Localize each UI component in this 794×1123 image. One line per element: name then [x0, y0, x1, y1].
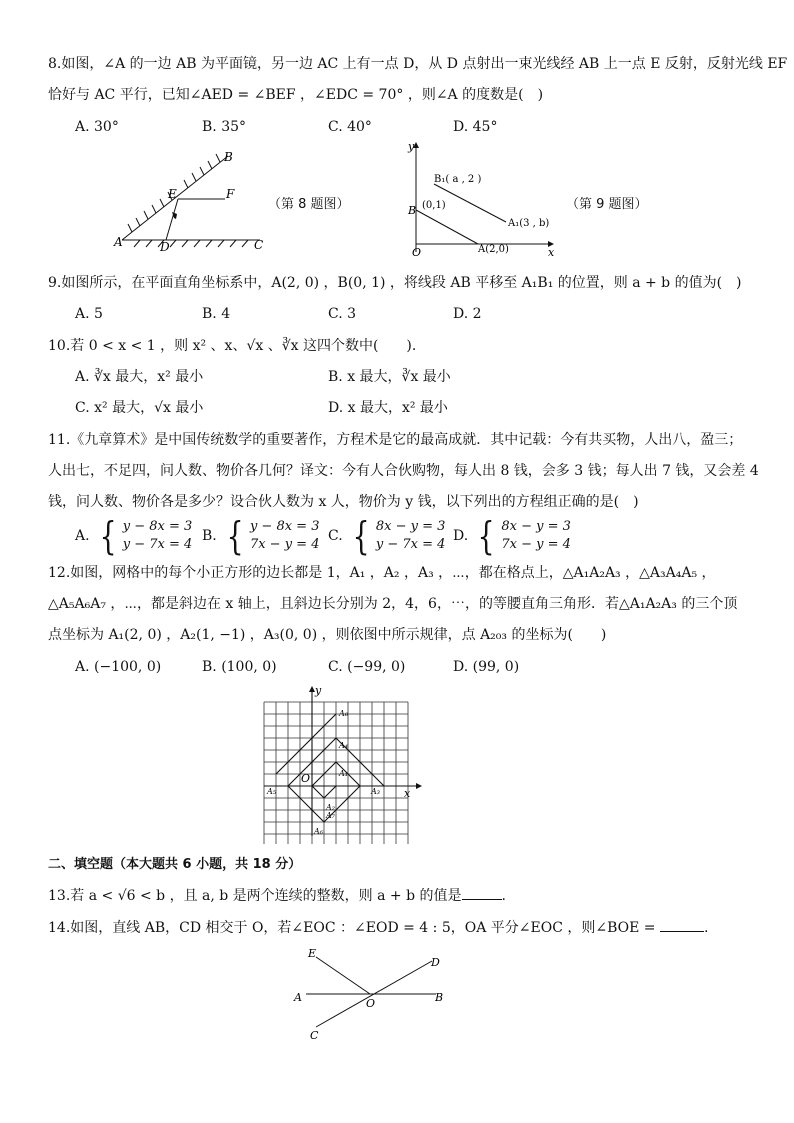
q12-option-d: D. (99, 0): [453, 659, 520, 675]
q12-label-a8: A₈: [339, 709, 348, 718]
q11-line3: 钱，问人数、物价各是多少？设合伙人数为 x 人，物价为 y 钱，以下列出的方程组正确的是( ): [48, 494, 639, 510]
q11-line2: 人出七，不足四，问人数、物价各几何？译文：今有人合伙购物，每人出 8 钱，会多 3 钱；每人出 7 钱，又会差 4: [48, 463, 759, 479]
q12-line2: △A₅A₆A₇ ，⋯，都是斜边在 x 轴上，且斜边长分别为 2，4，6，⋯，的等腰直角三角形．若△A₁A₂A₃ 的三个顶: [48, 596, 738, 612]
q8-label-e: E: [168, 187, 177, 201]
brace-icon: {: [99, 514, 117, 558]
q9-segment-ab: [416, 210, 478, 244]
q9-label-a: A(2,0): [478, 244, 509, 255]
section-2-title: 二、填空题（本大题共 6 小题，共 18 分）: [48, 857, 302, 872]
brace-icon: {: [226, 514, 244, 558]
q9-label-a1: A₁(3 , b): [508, 218, 550, 229]
q12-label-a3: A₃: [371, 787, 380, 796]
brace-icon: {: [352, 514, 370, 558]
q9-figure: [398, 140, 558, 258]
q8-option-d: D. 45°: [453, 119, 498, 135]
q8-line2: 恰好与 AC 平行，已知∠AED = ∠BEF ，∠EDC = 70° ，则∠A 的度数是( ): [48, 87, 544, 103]
q14-label-o: O: [366, 997, 376, 1010]
brace-icon: {: [477, 514, 495, 558]
q11-option-b-row2: 7x − y = 4: [249, 537, 320, 552]
q14-ray-oe: [316, 957, 370, 994]
q8-light-ray-de: [166, 199, 178, 240]
q9-option-a: A. 5: [75, 306, 103, 322]
q9-figure-caption: （第 9 题图）: [566, 197, 648, 212]
q12-line1: 12.如图，网格中的每个小正方形的边长都是 1，A₁ ，A₂ ，A₃ ，⋯，都在格点上，△A₁A₂A₃ ，△A₃A₄A₅ ，: [48, 565, 716, 581]
q11-option-c: [328, 514, 446, 558]
q8-figure-caption: （第 8 题图）: [268, 197, 350, 212]
q11-option-a-row2: y − 7x = 4: [122, 537, 193, 552]
q12-option-c: C. (−99, 0): [328, 659, 406, 675]
q11-option-d-row2: 7x − y = 4: [501, 537, 571, 552]
q14-line: [48, 917, 758, 938]
q13-text: 13.若 a < √6 < b ，且 a, b 是两个连续的整数，则 a + b 的值是: [48, 888, 462, 904]
q12-label-a4: A₄: [339, 741, 348, 750]
q10-option-b: B. x 最大，∛x 最小: [328, 369, 451, 385]
q8-label-a: A: [114, 235, 123, 249]
q8-option-b: B. 35°: [202, 119, 247, 135]
q12-label-o: O: [301, 772, 311, 785]
q14-label-a: A: [294, 991, 302, 1004]
q9-option-c: C. 3: [328, 306, 357, 322]
q9-label-b1: B₁( a , 2 ): [434, 174, 482, 185]
q14-text: 14.如图，直线 AB，CD 相交于 O，若∠EOC ：∠EOD = 4 : 5，OA 平分∠EOC ，则∠BOE =: [48, 920, 656, 936]
q12-label-a5: A₅: [267, 787, 276, 796]
q10-option-c: C. x² 最大，√x 最小: [75, 400, 204, 416]
q14-label-d: D: [431, 956, 440, 969]
q11-option-c-row2: y − 7x = 4: [375, 537, 446, 552]
q11-line1: 11.《九章算术》是中国传统数学的重要著作，方程术是它的最高成就．其中记载：今有共买物，人出八，盈三；: [48, 432, 743, 448]
q9-label-y: y: [408, 140, 415, 153]
q9-label-b: B: [408, 204, 417, 217]
q8-option-a: A. 30°: [75, 119, 119, 135]
q9-option-d: D. 2: [453, 306, 482, 322]
q12-label-a6: A₆: [314, 827, 323, 836]
q8-label-b: B: [224, 150, 233, 164]
q10-line1: 10.若 0 < x < 1 ，则 x² 、x、√x 、∛x 这四个数中( ).: [48, 338, 417, 354]
q8-label-f: F: [226, 187, 235, 201]
q9-label-o: O: [412, 246, 422, 258]
q12-line3: 点坐标为 A₁(2, 0) ，A₂(1, −1) ，A₃(0, 0) ，则依图中所示规律，点 A₂₀₃ 的坐标为( ): [48, 627, 607, 643]
q11-option-a-letter: A.: [75, 528, 90, 544]
q9-option-b: B. 4: [202, 306, 231, 322]
q12-label-a2: A₂: [326, 803, 335, 812]
q14-label-b: B: [435, 991, 444, 1004]
q13-line: [48, 885, 758, 906]
q14-label-c: C: [310, 1029, 319, 1042]
q9-line1: 9.如图所示，在平面直角坐标系中，A(2, 0) ，B(0, 1) ，将线段 AB 平移至 A₁B₁ 的位置，则 a + b 的值为( ): [48, 275, 742, 291]
q8-line1: 8.如图，∠A 的一边 AB 为平面镜，另一边 AC 上有一点 D，从 D 点射出一束光线经 AB 上一点 E 反射，反射光线 EF: [48, 56, 788, 72]
q12-figure: [258, 684, 428, 844]
q12-label-y: y: [315, 684, 322, 697]
q11-option-a-row1: y − 8x = 3: [122, 519, 193, 534]
q11-option-d-row1: 8x − y = 3: [501, 519, 571, 534]
q10-option-d: D. x 最大，x² 最小: [328, 400, 448, 416]
q14-end: .: [703, 920, 709, 936]
q9-label-x: x: [548, 246, 555, 258]
q8-option-c: C. 40°: [328, 119, 372, 135]
q14-label-e: E: [308, 947, 317, 960]
q12-option-a: A. (−100, 0): [75, 659, 162, 675]
q8-label-c: C: [254, 238, 264, 252]
q11-option-b-row1: y − 8x = 3: [249, 519, 320, 534]
q12-x-arrow-icon: [416, 783, 422, 789]
q12-label-a7: A₇: [326, 811, 335, 820]
q14-figure: [290, 943, 450, 1045]
q11-option-b-letter: B.: [202, 528, 217, 544]
q11-option-a: [75, 514, 193, 558]
q14-answer-blank[interactable]: [660, 917, 704, 932]
q10-option-a: A. ∛x 最大，x² 最小: [75, 369, 204, 385]
q11-option-d: [453, 514, 571, 558]
q12-label-x: x: [404, 787, 411, 800]
q11-option-d-letter: D.: [453, 528, 469, 544]
q13-answer-blank[interactable]: [462, 885, 502, 900]
q8-label-d: D: [160, 240, 170, 253]
q11-option-c-letter: C.: [328, 528, 343, 544]
q8-figure: [110, 148, 280, 253]
q13-end: .: [501, 888, 506, 904]
q12-label-a1: A₁: [339, 769, 348, 778]
q11-option-c-row1: 8x − y = 3: [375, 519, 446, 534]
q11-option-b: [202, 514, 320, 558]
q12-option-b: B. (100, 0): [202, 659, 277, 675]
q9-label-b-coord: (0,1): [422, 200, 446, 211]
